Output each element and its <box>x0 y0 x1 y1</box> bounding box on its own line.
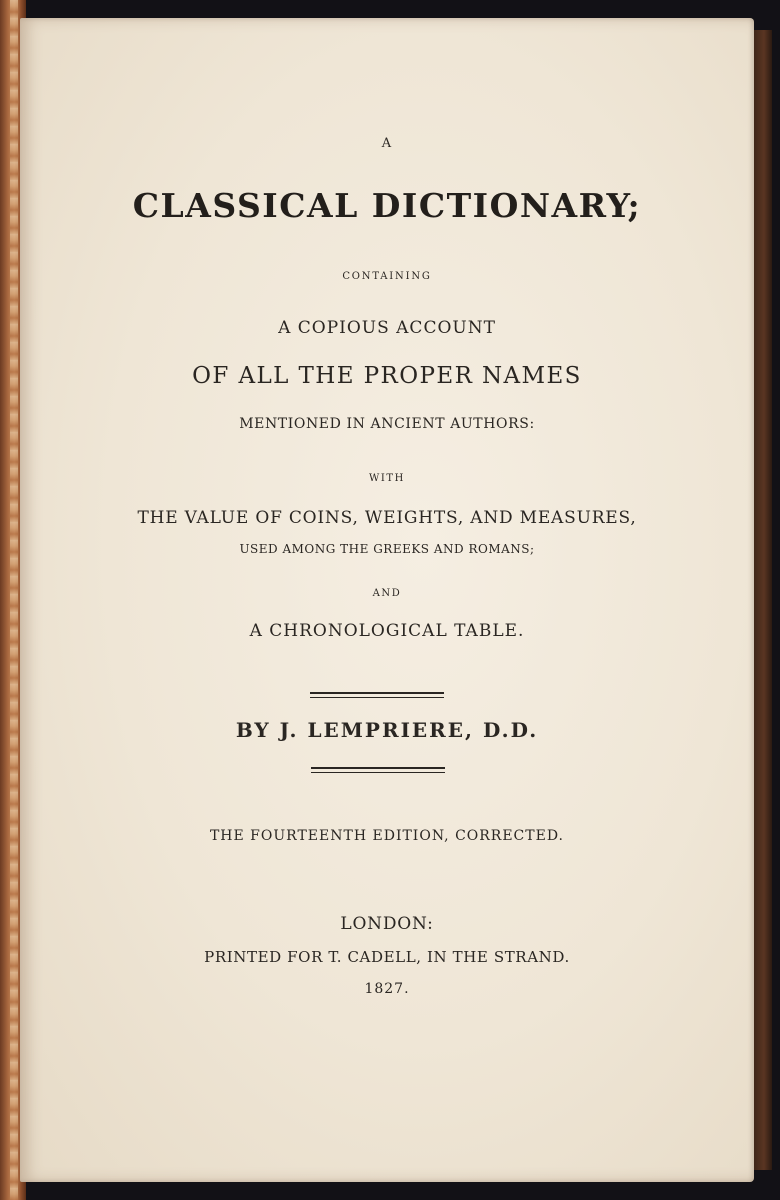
author-line: BY J. LEMPRIERE, D.D. <box>235 718 539 742</box>
imprint-city: LONDON: <box>340 914 434 934</box>
title-article: A <box>381 136 393 151</box>
title-page-text <box>20 18 754 1182</box>
subtitle-mentioned: MENTIONED IN ANCIENT AUTHORS: <box>239 416 535 432</box>
subtitle-copious-account: A COPIOUS ACCOUNT <box>278 318 496 338</box>
subtitle-chronological-table: A CHRONOLOGICAL TABLE. <box>249 621 525 641</box>
page-edges <box>10 0 18 1200</box>
and-label: AND <box>372 588 402 599</box>
title-page-leaf <box>20 18 754 1182</box>
subtitle-used-among: USED AMONG THE GREEKS AND ROMANS; <box>239 542 535 556</box>
book-title: CLASSICAL DICTIONARY; <box>132 186 642 225</box>
containing-label: CONTAINING <box>342 271 432 282</box>
edition-line: THE FOURTEENTH EDITION, CORRECTED. <box>209 828 565 844</box>
subtitle-proper-names: OF ALL THE PROPER NAMES <box>192 363 582 389</box>
decorative-rule-bottom <box>311 767 445 773</box>
imprint-printer: PRINTED FOR T. CADELL, IN THE STRAND. <box>204 948 570 966</box>
decorative-rule-top <box>310 692 444 698</box>
imprint-year: 1827. <box>364 981 410 997</box>
back-cover-edge <box>752 30 772 1170</box>
subtitle-value-coins: THE VALUE OF COINS, WEIGHTS, AND MEASURES, <box>137 508 637 528</box>
with-label: WITH <box>368 473 406 484</box>
